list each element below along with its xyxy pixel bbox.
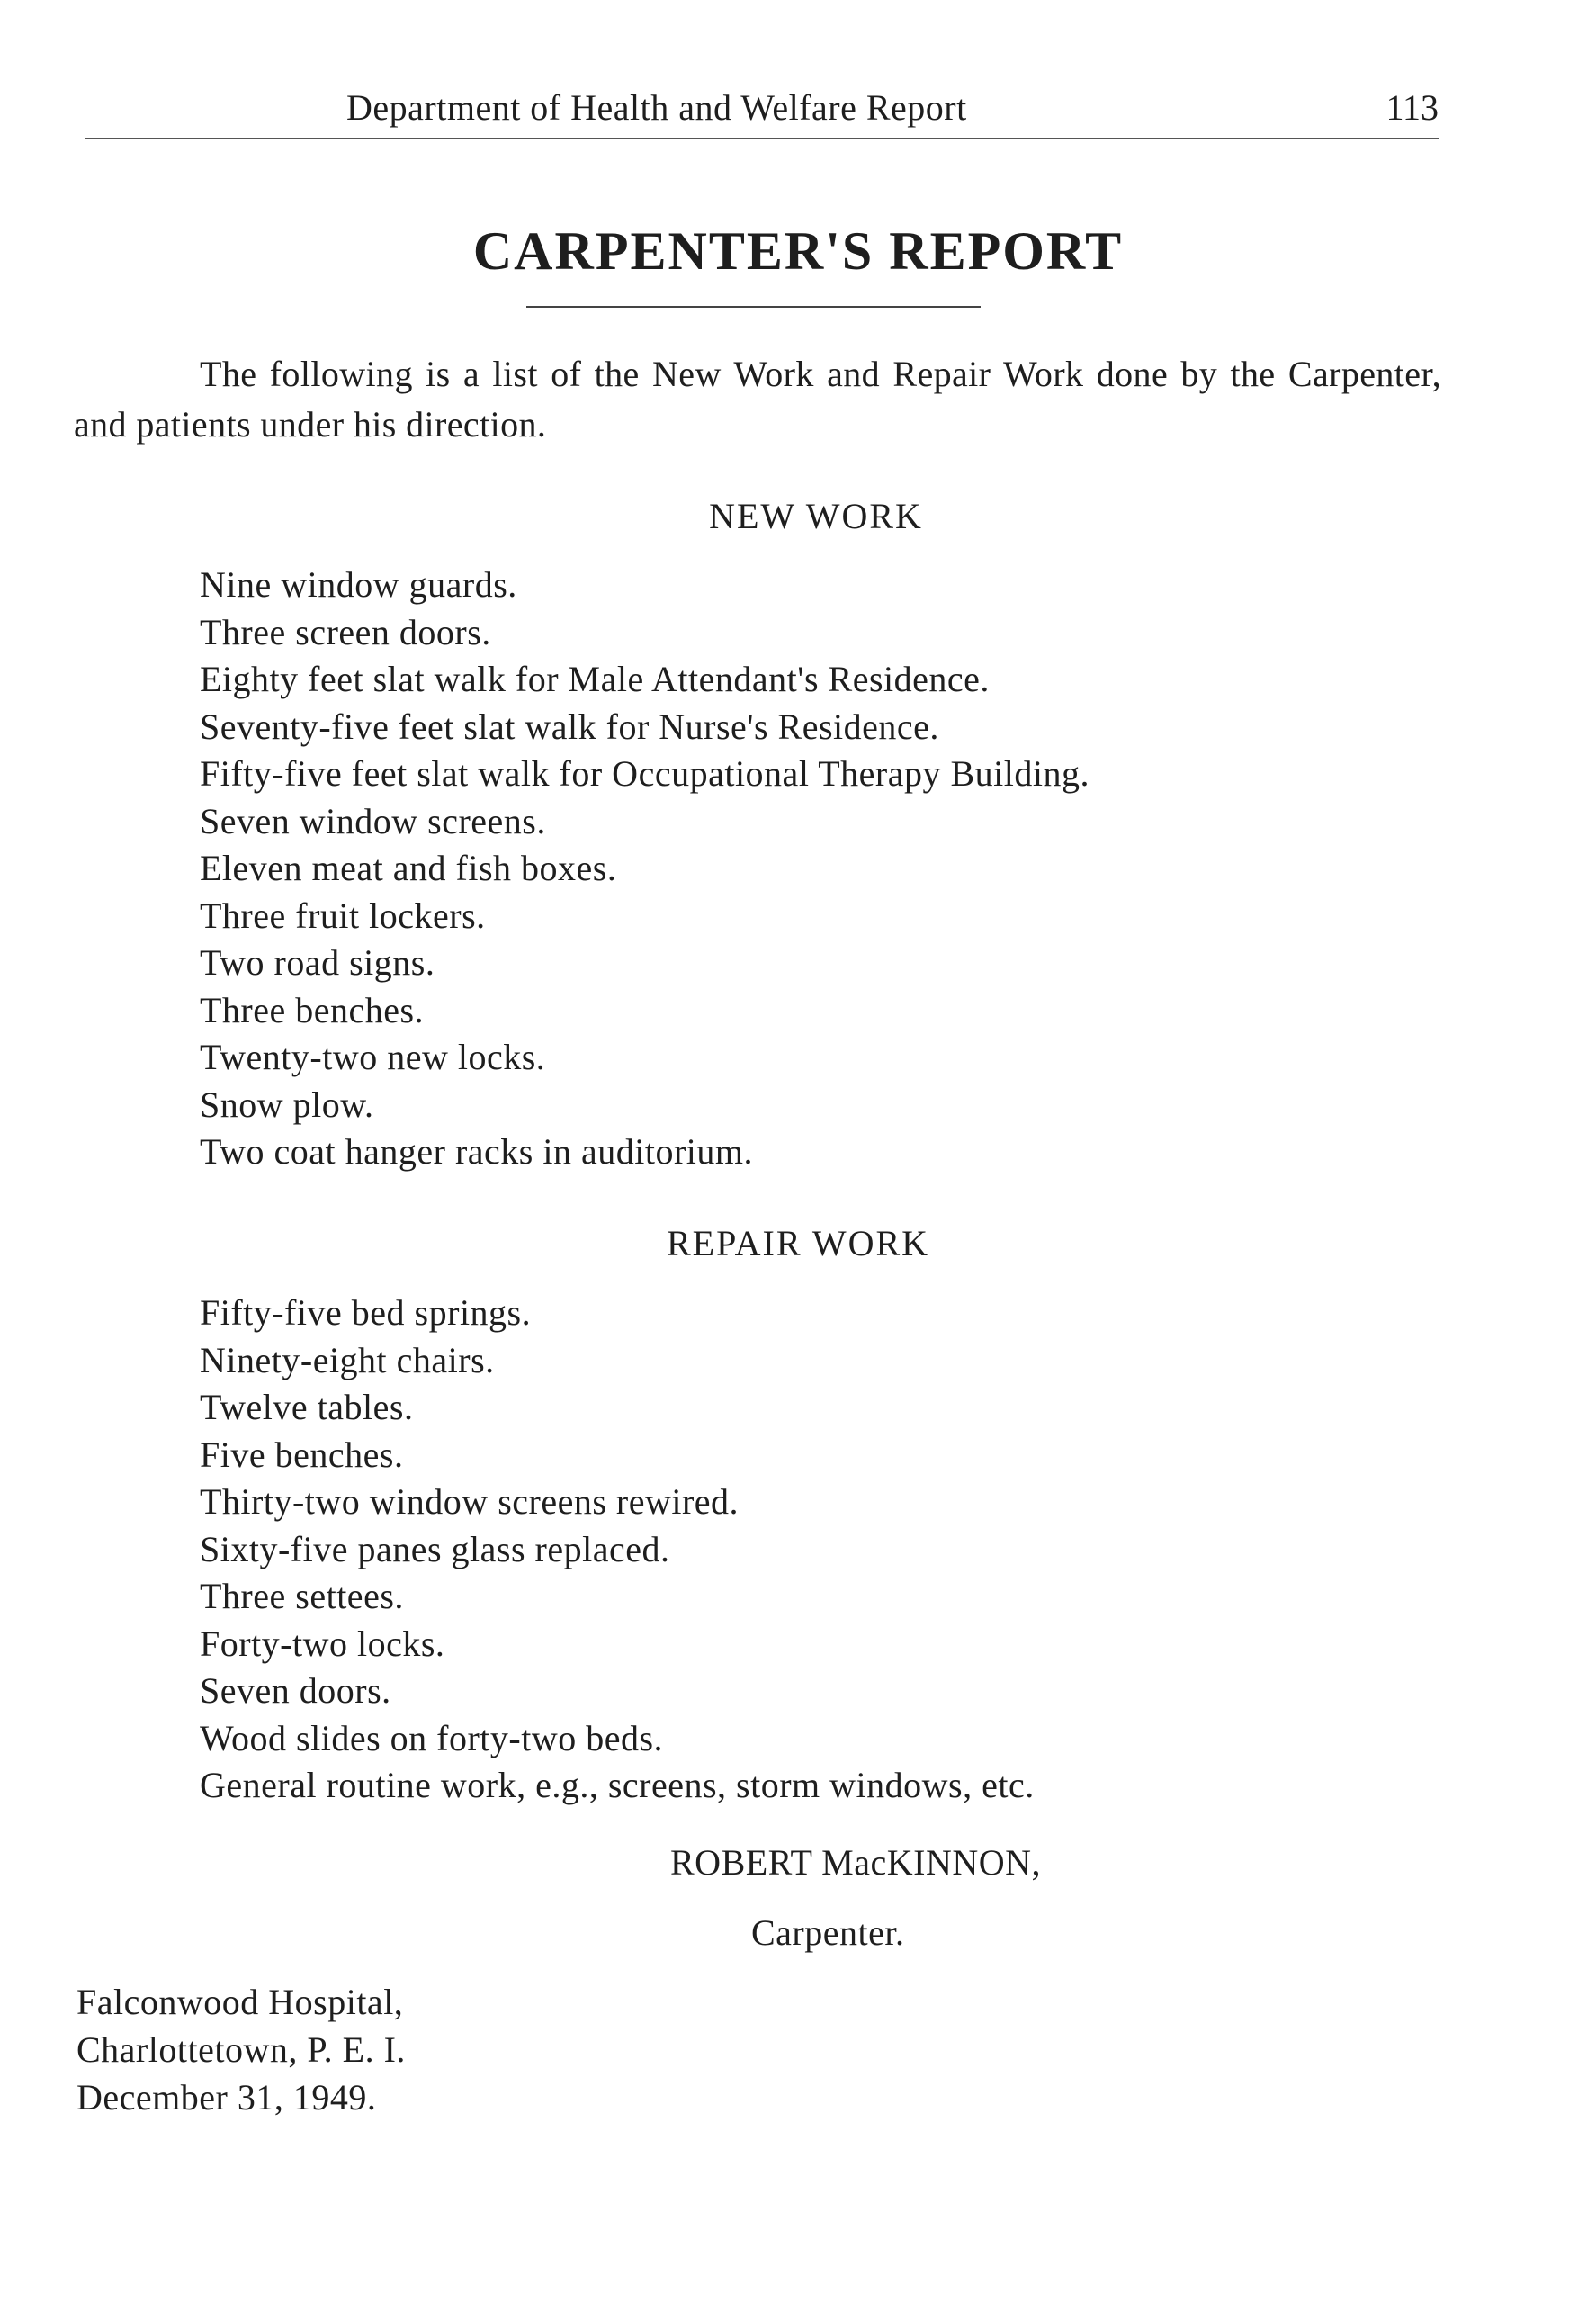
new-work-heading: NEW WORK (709, 496, 923, 536)
header-rule (85, 138, 1439, 139)
address-line: Charlottetown, P. E. I. (76, 2029, 406, 2070)
list-item: Sixty-five panes glass replaced. (200, 1528, 670, 1569)
list-item: Nine window guards. (200, 564, 517, 605)
list-item: Three settees. (200, 1576, 404, 1616)
list-item: Two road signs. (200, 942, 435, 983)
report-title: CARPENTER'S REPORT (472, 221, 1124, 281)
running-header: Department of Health and Welfare Report (346, 87, 967, 128)
signer-name: ROBERT MacKINNON, (670, 1842, 1041, 1883)
address-block (76, 1978, 406, 2121)
list-item: Three benches. (200, 989, 425, 1030)
list-item: Eighty feet slat walk for Male Attendant's Residence. (200, 659, 990, 699)
list-item: Twenty-two new locks. (200, 1037, 546, 1077)
list-item: Twelve tables. (200, 1387, 414, 1427)
list-item: Wood slides on forty-two beds. (200, 1717, 664, 1758)
list-item: Two coat hanger racks in auditorium. (200, 1131, 754, 1172)
repair-work-list (200, 1290, 1035, 1810)
list-item: Eleven meat and fish boxes. (200, 848, 617, 888)
intro-paragraph: The following is a list of the New Work and Repair Work done by the Carpenter, and patients under his direction. (74, 354, 1441, 445)
address-line: December 31, 1949. (76, 2077, 377, 2118)
list-item: Seventy-five feet slat walk for Nurse's Residence. (200, 706, 939, 747)
title-rule (526, 306, 981, 308)
list-item: Fifty-five feet slat walk for Occupational Therapy Building. (200, 753, 1089, 794)
list-item: Ninety-eight chairs. (200, 1339, 495, 1380)
list-item: Three fruit lockers. (200, 895, 486, 936)
address-line: Falconwood Hospital, (76, 1982, 404, 2022)
list-item: Three screen doors. (200, 611, 491, 652)
list-item: General routine work, e.g., screens, storm windows, etc. (200, 1765, 1035, 1805)
list-item: Snow plow. (200, 1084, 374, 1125)
list-item: Seven doors. (200, 1670, 391, 1711)
new-work-list (200, 562, 1089, 1176)
list-item: Fifty-five bed springs. (200, 1292, 532, 1333)
page-number: 113 (1385, 87, 1439, 128)
list-item: Forty-two locks. (200, 1623, 445, 1664)
repair-work-heading: REPAIR WORK (666, 1223, 930, 1263)
list-item: Thirty-two window screens rewired. (200, 1481, 740, 1522)
list-item: Five benches. (200, 1434, 404, 1475)
list-item: Seven window screens. (200, 800, 546, 841)
signer-title: Carpenter. (751, 1912, 905, 1953)
